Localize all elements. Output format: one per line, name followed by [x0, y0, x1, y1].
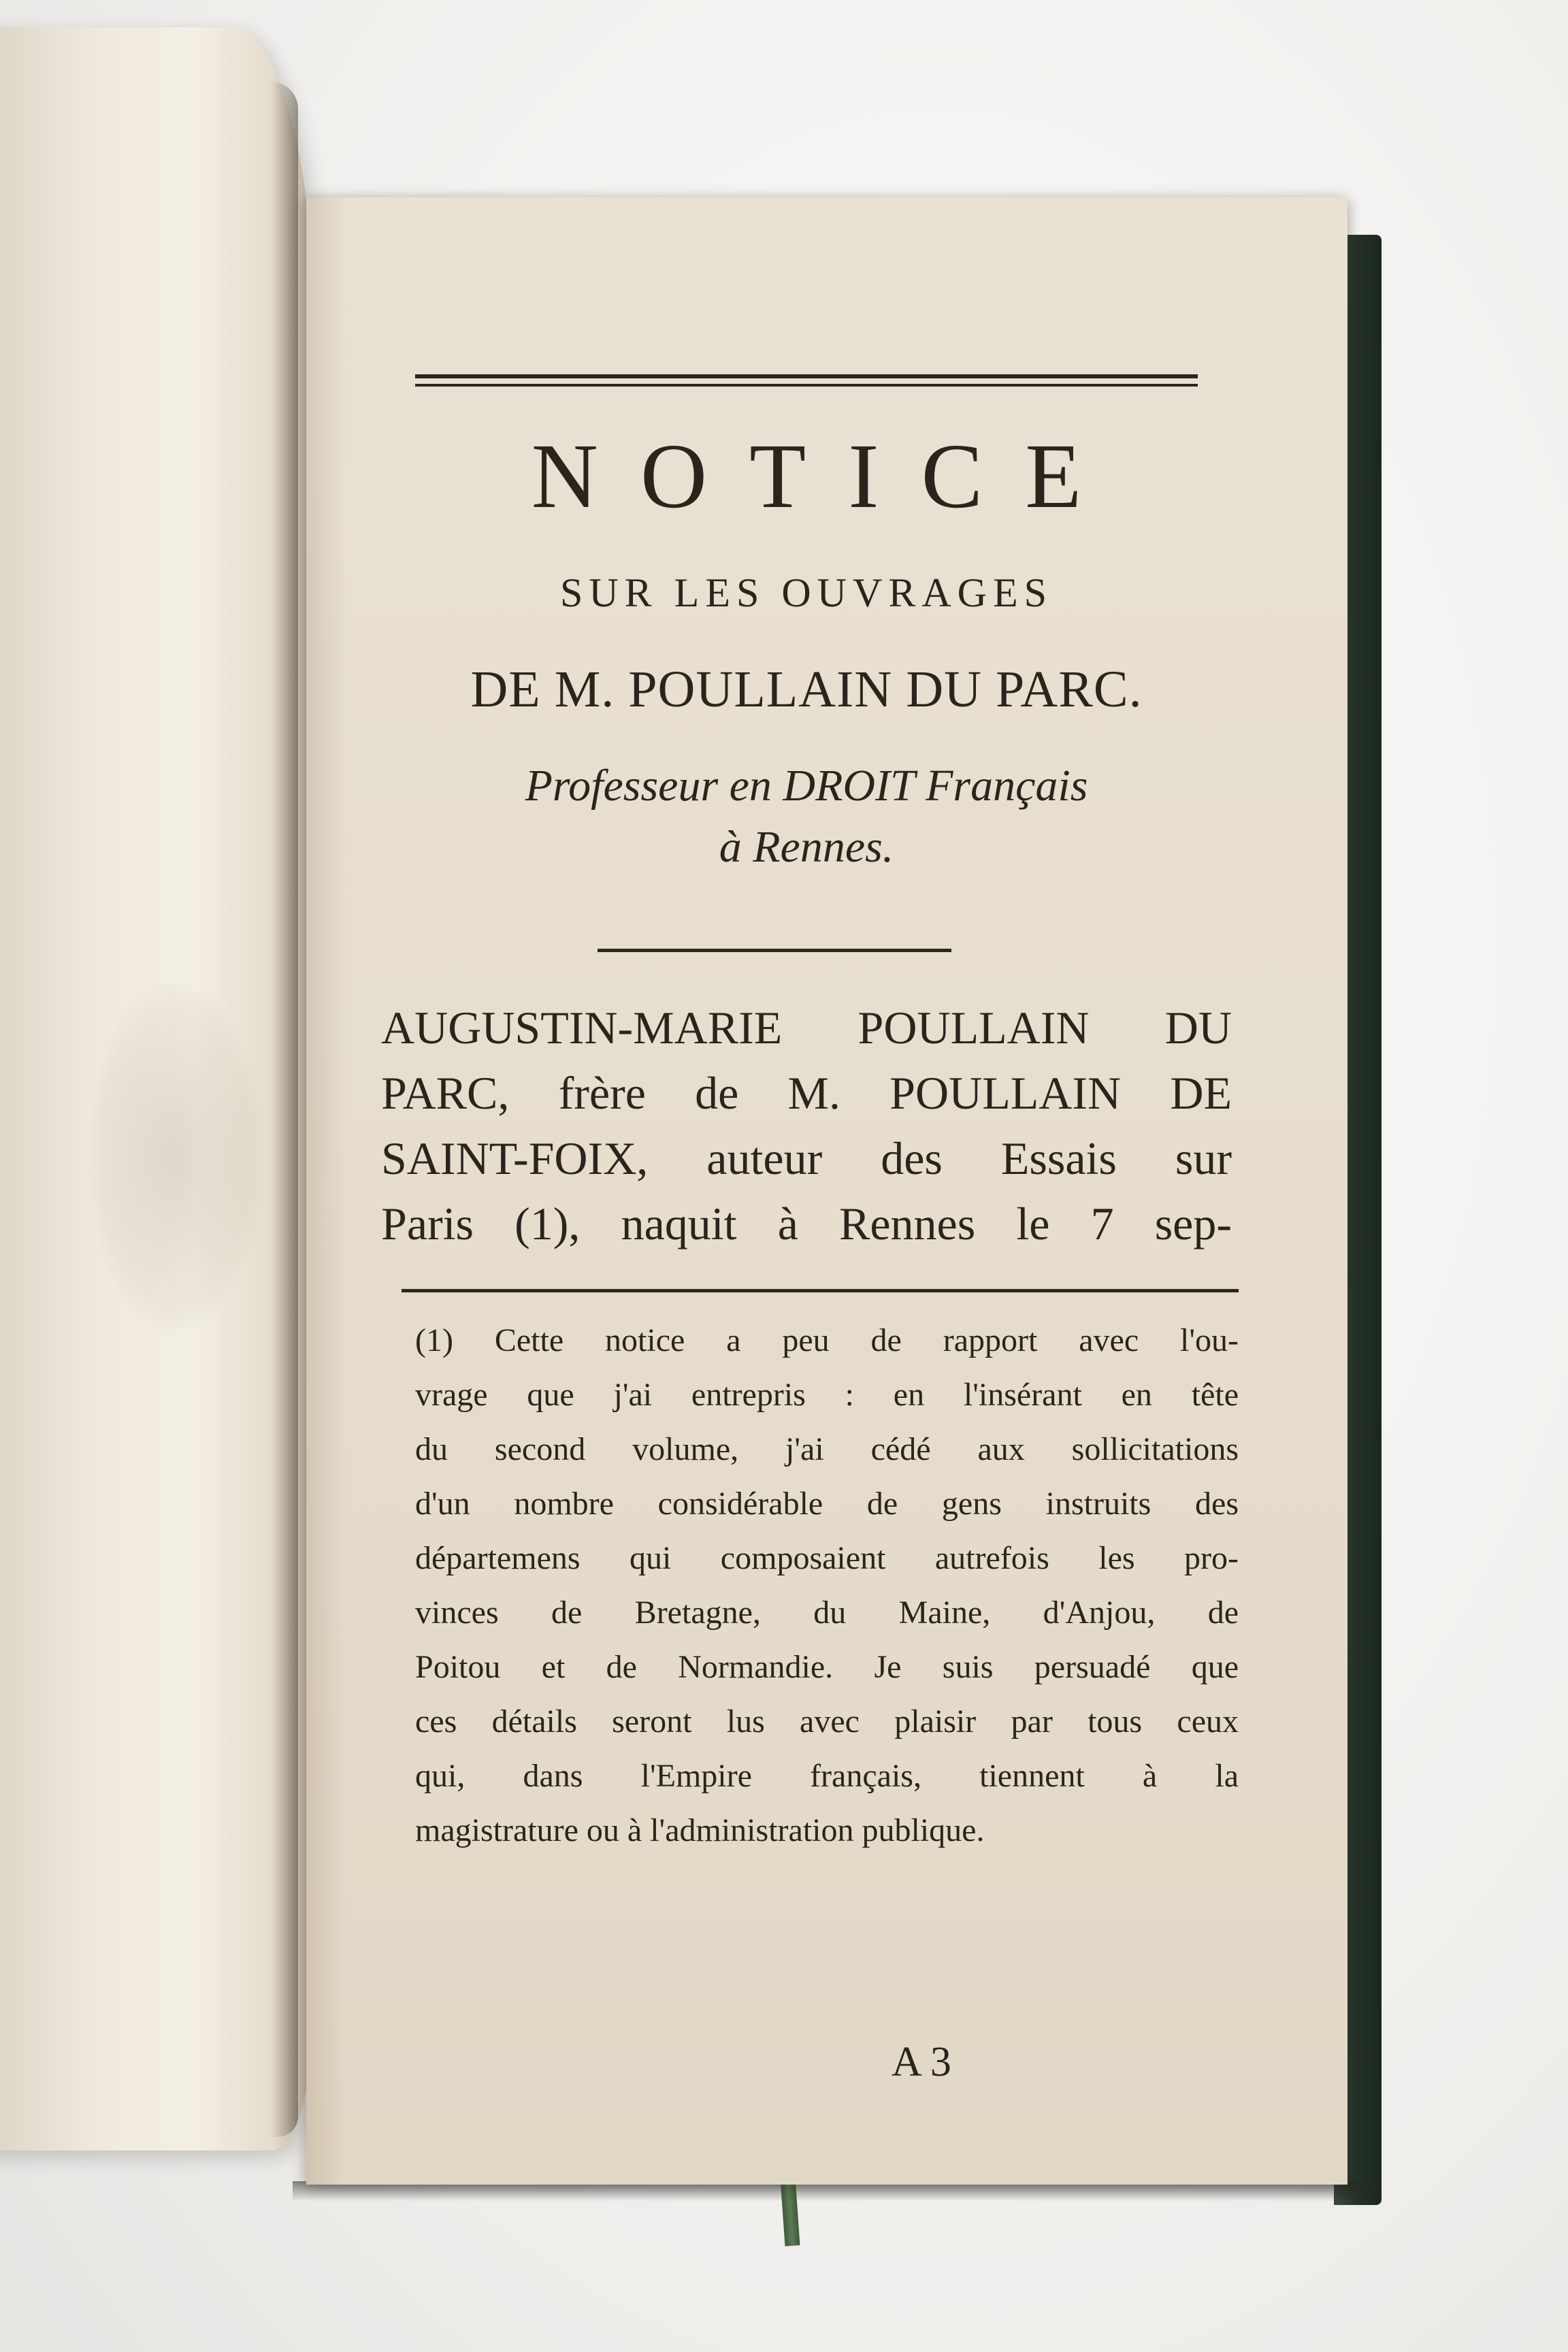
- footnote-line: Poitou et de Normandie. Je suis persuadé que: [415, 1649, 1239, 1685]
- right-page-recto: [306, 197, 1348, 2185]
- body-line: Paris (1), naquit à Rennes le 7 sep-: [381, 1198, 1232, 1250]
- footnote-line: vinces de Bretagne, du Maine, d'Anjou, de: [415, 1595, 1239, 1631]
- affiliation-line-2: à Rennes.: [719, 822, 894, 872]
- signature-mark: A 3: [892, 2039, 951, 2085]
- library-stamp-showthrough: [87, 980, 264, 1334]
- left-page-edge-shadow: [271, 82, 298, 2137]
- body-line: PARC, frère de M. POULLAIN DE: [381, 1067, 1232, 1119]
- rule-line-thick: [415, 374, 1198, 378]
- body-paragraph: [381, 995, 1232, 1256]
- body-line: AUGUSTIN-MARIE POULLAIN DU: [381, 1002, 1232, 1054]
- author-affiliation: [415, 755, 1198, 878]
- footnote-line: magistrature ou à l'administration publique.: [415, 1812, 985, 1848]
- footnote-line: (1) Cette notice a peu de rapport avec l'ou-: [415, 1322, 1239, 1358]
- footnote-rule: [402, 1289, 1239, 1292]
- body-line: SAINT-FOIX, auteur des Essais sur: [381, 1132, 1232, 1184]
- footnote: [415, 1313, 1239, 1858]
- footnote-line: vrage que j'ai entrepris : en l'insérant en tête: [415, 1377, 1239, 1413]
- footnote-line: d'un nombre considérable de gens instruits des: [415, 1486, 1239, 1522]
- footnote-line: départemens qui composaient autrefois les pro-: [415, 1540, 1239, 1576]
- footnote-line: ces détails seront lus avec plaisir par tous ceux: [415, 1703, 1239, 1740]
- subtitle-author: DE M. POULLAIN DU PARC.: [470, 661, 1143, 718]
- rule-line-thin: [415, 384, 1198, 387]
- section-divider: [598, 949, 951, 952]
- affiliation-line-1: Professeur en DROIT Français: [525, 761, 1088, 811]
- footnote-line: du second volume, j'ai cédé aux sollicitations: [415, 1431, 1239, 1467]
- subtitle-ouvrages: SUR LES OUVRAGES: [559, 570, 1054, 615]
- footnote-line: qui, dans l'Empire français, tiennent à la: [415, 1758, 1239, 1794]
- double-rule-header: [415, 374, 1198, 389]
- page-title: NOTICE: [531, 425, 1124, 527]
